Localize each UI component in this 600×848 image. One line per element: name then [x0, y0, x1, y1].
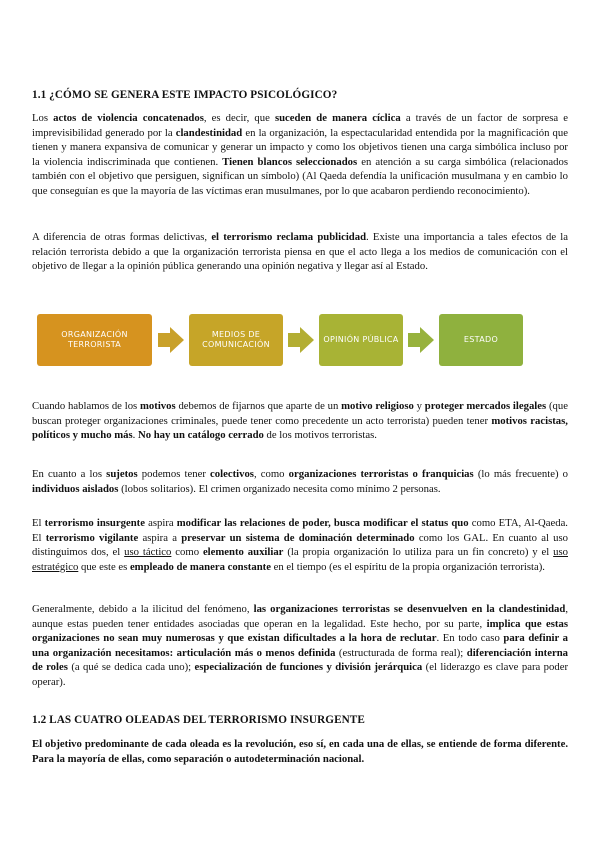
flow-box-opinion	[319, 314, 403, 366]
paragraph-sujetos: En cuanto a los sujetos podemos tener colectivos, como organizaciones terroristas o franquicias (lo más frecuente) o individuos aislados (lobos solitarios). El crimen organizado necesita como mínimo 2 personas.	[32, 468, 568, 495]
paragraph-organizaciones: Generalmente, debido a la ilicitud del fenómeno, las organizaciones terroristas se desenvuelven en la clandestinidad, aunque estas pueden tener entidades asociadas que operan en la legalidad. Este hecho, por su parte, implica que estas organizaciones no sean muy numerosas y que existan dificultades a la hora de reclutar. En todo caso para definir a una organización necesitamos: articulación más o menos definida (estructurada de forma real); diferenciación interna de roles (a qué se dedica cada uno); especialización de funciones y división jerárquica (el liderazgo es clave para poder operar).	[32, 603, 569, 688]
flow-box-organizacion	[37, 314, 152, 366]
flow-box-label: ORGANIZACIÓN TERRORISTA	[61, 330, 128, 349]
paragraph-actos-violencia: Los actos de violencia concatenados, es decir, que suceden de manera cíclica a través de un factor de sorpresa e imprevisibilidad generado por la clandestinidad en la organización, la espectacularidad entendida por la magnificación que tienen y manera expansiva de comunicar y generar un impacto y como los objetivos tienen una carga simbólica incluso por la violencia indiscriminada que contienen. Tienen blancos seleccionados en atención a su carga simbólica (relacionados también con el objetivo que persiguen, significan un símbolo) (Al Qaeda defendía la unificación musulmana y en cambio lo que conseguían es que la mayoría de las víctimas eran musulmanes, por lo que acabaron perdiendo reconocimiento).	[32, 112, 569, 197]
flow-arrow-right-icon	[408, 327, 434, 353]
paragraph-publicidad: A diferencia de otras formas delictivas, el terrorismo reclama publicidad. Existe una importancia a tales efectos de la relación terrorista debido a que la organización terrorista piensa en que el acto llega a los medios de comunicación con el objetivo de llegar a la opinión pública generando una opinión negativa y llegar así al Estado.	[32, 231, 569, 273]
flow-box-label: OPINIÓN PÚBLICA	[323, 335, 399, 344]
flow-arrow-right-icon	[288, 327, 314, 353]
flow-box-estado	[439, 314, 523, 366]
section-heading-oleadas: 1.2 LAS CUATRO OLEADAS DEL TERRORISMO INSURGENTE	[32, 714, 365, 726]
flow-box-label: MEDIOS DE COMUNICACIÓN	[202, 330, 270, 349]
paragraph-motivos: Cuando hablamos de los motivos debemos de fijarnos que aparte de un motivo religioso y proteger mercados ilegales (que buscan proteger organizaciones criminales, puede tener como precedente un acto terrorista) pueden tener motivos racistas, políticos y mucho más. No hay un catálogo cerrado de los motivos terroristas.	[32, 400, 568, 442]
flow-arrow-right-icon	[158, 327, 184, 353]
relation-flow-diagram	[37, 314, 557, 366]
section-heading-impacto: 1.1 ¿CÓMO SE GENERA ESTE IMPACTO PSICOLÓGICO?	[32, 89, 338, 101]
flow-box-label: ESTADO	[463, 335, 499, 344]
paragraph-tipos-terrorismo: El terrorismo insurgente aspira modificar las relaciones de poder, busca modificar el status quo como ETA, Al-Qaeda. El terrorismo vigilante aspira a preservar un sistema de dominación determinado como los GAL. En cuanto al uso distinguimos dos, el uso táctico como elemento auxiliar (la propia organización lo utiliza para un fin concreto) y el uso estratégico que este es empleado de manera constante en el tiempo (es el espíritu de la propia organización terrorista).	[32, 517, 569, 573]
paragraph-objetivo-oleadas: El objetivo predominante de cada oleada es la revolución, eso sí, en cada una de ellas, se entiende de forma diferente. Para la mayoría de ellas, como separación o autodeterminación nacional.	[32, 738, 568, 765]
flow-box-medios	[189, 314, 283, 366]
